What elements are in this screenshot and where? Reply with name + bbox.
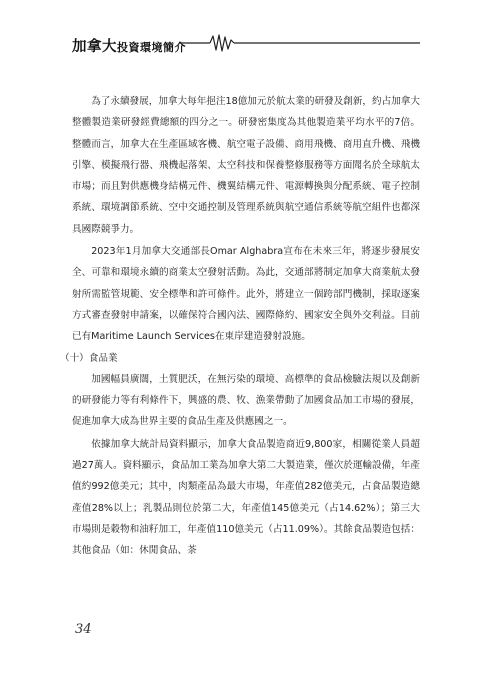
paragraph-food-statistics: 依據加拿大統計局資料顯示，加拿大食品製造商近9,800家，相關從業人員超過27萬人。資料顯示，食品加工業為加拿大第二大製造業，僅次於運輸設備，年產值約992億美元；其中，肉類產品為最大市場，年產值282億美元，占食品製造總產值28%以上；乳製品則位於第二大，年產值145億美元（占14.62%）；第三大市場則是穀物和油籽加工，年產值110億美元（占11.09%）。其餘食品製造包括：其他食品（如：休閒食品、茶 [72, 438, 420, 557]
page-number: 34 [75, 622, 92, 637]
paragraph-space-launch: 2023年1月加拿大交通部長Omar Alghabra宣布在未來三年，將逐步發展安全、可靠和環境永續的商業太空發射活動。為此，交通部將制定加拿大商業航太發射所需監管規範、安全標準和許可條件。此外，將建立一個跨部門機制，採取逐案方式審查發射申請案，以確保符合國內法、國際條約、國家安全與外交利益。目前已有Maritime Launch Services在東岸建造發射設施。 [72, 246, 420, 343]
header-title-sub: 投資環境簡介 [117, 41, 186, 54]
paragraph-food-overview: 加國幅員廣闊，土質肥沃，在無污染的環境、高標準的食品檢驗法規以及創新的研發能力等有利條件下，興盛的農、牧、漁業帶動了加國食品加工市場的發展，促進加拿大成為世界主要的食品生產及供應國之一。 [72, 373, 420, 428]
heartbeat-line-icon [72, 32, 420, 54]
running-header [72, 32, 420, 54]
header-title-main: 加拿大 [72, 39, 117, 55]
paragraph-aerospace-rnd: 為了永續發展，加拿大每年挹注18億加元於航太業的研發及創新，約占加拿大整體製造業研發經費總額的四分之一。研發密集度為其他製造業平均水平的7倍。整體而言，加拿大在生產區域客機、航空電子設備、商用飛機、商用直升機、飛機引擎、模擬飛行器、飛機起落架、太空科技和保養整修服務等方面聞名於全球航太市場；而且對供應機身結構元件、機翼結構元件、電源轉換與分配系統、電子控制系統、環境調節系統、空中交通控制及管理系統與航空通信系統等航空組件也都深具國際競爭力。 [72, 96, 420, 235]
section-heading-food-industry: （十）食品業 [60, 352, 118, 364]
page-body [60, 91, 420, 562]
